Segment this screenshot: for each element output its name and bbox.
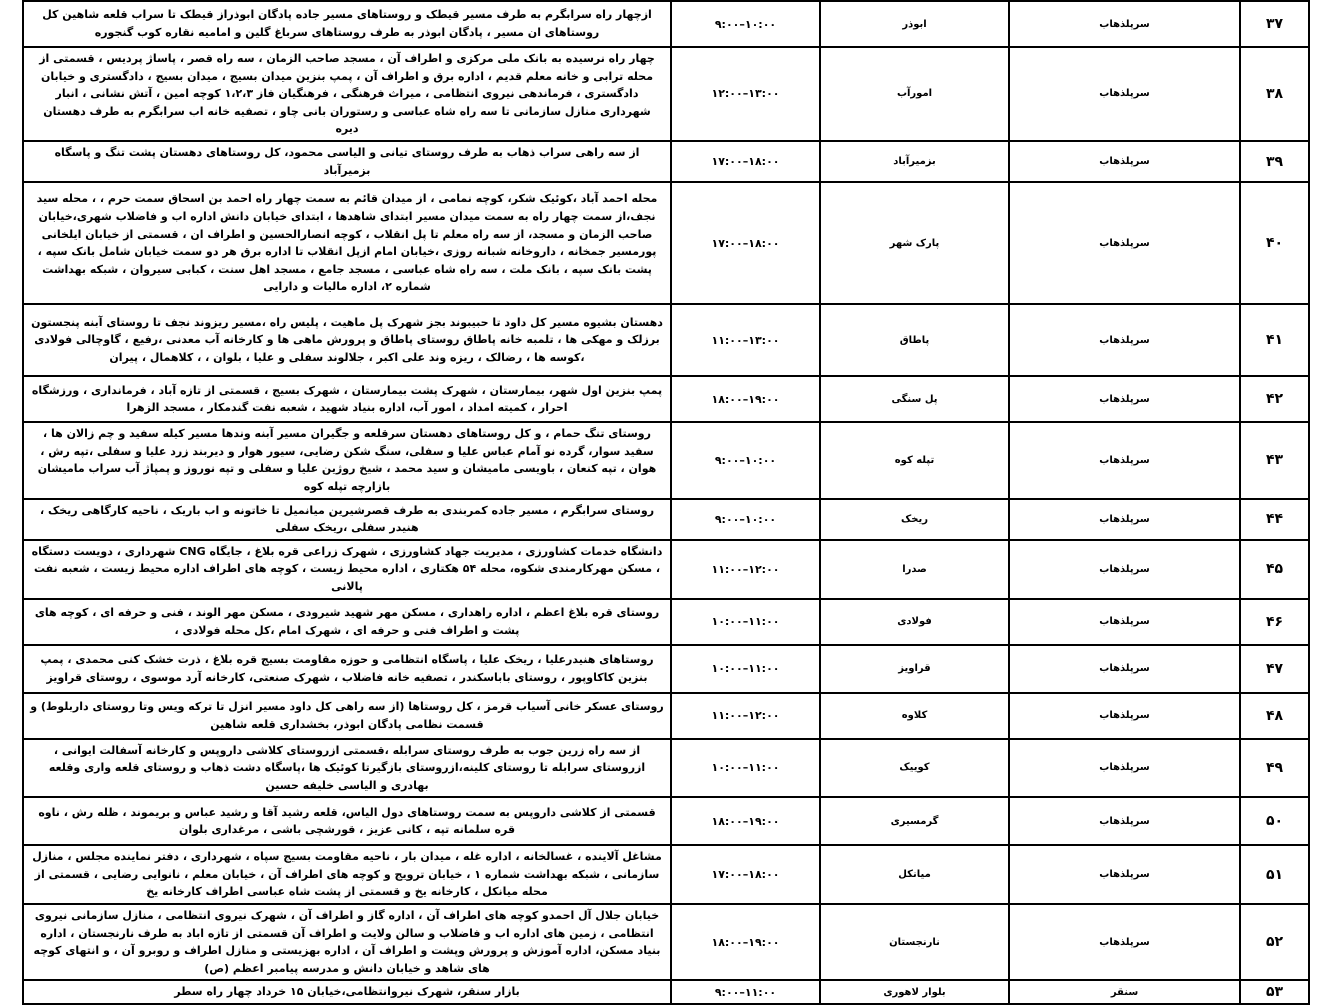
table-row: [23, 422, 1309, 498]
area-description-cell: بازار سنقر، شهرک نیروانتظامی،خیابان ۱۵ خرداد چهار راه سطر: [23, 980, 671, 1004]
table-row: [23, 797, 1309, 845]
city-cell: سرپلذهاب: [1009, 47, 1240, 141]
row-number-cell: ۵۱: [1240, 845, 1309, 904]
time-range-cell: ۹:۰۰–۱۰:۰۰: [671, 499, 820, 540]
city-cell: سرپلذهاب: [1009, 599, 1240, 645]
time-range-cell: ۱۱:۰۰–۱۳:۰۰: [671, 304, 820, 376]
city-cell: سرپلذهاب: [1009, 1, 1240, 47]
row-number-cell: ۵۲: [1240, 904, 1309, 980]
city-cell: سرپلذهاب: [1009, 422, 1240, 498]
row-number-cell: ۳۹: [1240, 141, 1309, 182]
area-name-cell: بزمیرآباد: [820, 141, 1009, 182]
area-description-cell: خیابان جلال آل احمدو کوچه های اطراف آن ، اداره گاز و اطراف آن ، شهرک نیروی انتظامی ، منازل سازمانی نیروی انتظامی ، زمین های اداره اب و فاضلاب و سالن ولایت و اطراف آن قسمتی از تازه اباد به طرف نارنجستان ، اداره بنیاد مسکن، اداره آموزش و پرورش وپشت و اطراف آن ، اداره بهزیستی و منازل اطراف و روبرو آن ، و انتهای کوچه های شاهد و خیابان دانش و مدرسه پیامبر اعظم (ص): [23, 904, 671, 980]
area-name-cell: کلاوه: [820, 693, 1009, 739]
outage-schedule-table: [22, 0, 1310, 1005]
row-number-cell: ۳۷: [1240, 1, 1309, 47]
city-cell: سنقر: [1009, 980, 1240, 1004]
area-description-cell: روستای تنگ حمام ، و کل روستاهای دهستان سرقلعه و جگیران مسیر آبنه وندها مسیر کیله سفید و چم زالان ها ، سفید سوار، گرده نو آمام عباس علیا و سفلی، سنگ شکن رضایی، سیور هوار و دیربند زرد علیا و سفلی ،تپه رش ، هوان ، تپه کنعان ، باویسی مامیشان و سید محمد ، شیخ روژین علیا و سفلی و تپه نوروز و پمپاژ آب سراب مامیشان بازارچه تپله کوه: [23, 422, 671, 498]
area-description-cell: روستاهای هنیدرعلیا ، ریخک علیا ، پاسگاه انتظامی و حوزه مقاومت بسیج قره بلاغ ، ذرت خشک کنی محمدی ، پمپ بنزین کاکاوپور ، روستای باباسکندر ، تصفیه خانه فاضلاب ، شهرک صنعتی، کارخانه آرد موسوی ، روستای قراویز: [23, 645, 671, 693]
area-name-cell: پاطاق: [820, 304, 1009, 376]
city-cell: سرپلذهاب: [1009, 739, 1240, 798]
city-cell: سرپلذهاب: [1009, 693, 1240, 739]
area-name-cell: امورآب: [820, 47, 1009, 141]
schedule-table-body: [23, 1, 1309, 1004]
table-row: [23, 739, 1309, 798]
area-description-cell: چهار راه نرسیده به بانک ملی مرکزی و اطراف آن ، مسجد صاحب الزمان ، سه راه قصر ، پاساژ پردیس ، قسمتی از محله ترابی و خانه معلم قدیم ، اداره برق و اطراف آن ، پمپ بنزین میدان بسیج ، میدان بسیج ، دادگستری و خیابان دادگستری ، فرماندهی نیروی انتظامی ، میراث فرهنگی ، فرهنگیان فاز ۱،۲،۳ کوچه امین ، آتش نشانی ، انبار شهرداری منازل سازمانی تا سه راه شاه عباسی و رستوران بانی چاو ، تصفیه خانه اب سرابگرم به طرف دهستان دیره: [23, 47, 671, 141]
time-range-cell: ۱۱:۰۰–۱۲:۰۰: [671, 540, 820, 599]
city-cell: سرپلذهاب: [1009, 182, 1240, 304]
table-row: [23, 540, 1309, 599]
area-name-cell: ریخک: [820, 499, 1009, 540]
time-range-cell: ۱۰:۰۰–۱۱:۰۰: [671, 645, 820, 693]
time-range-cell: ۱۷:۰۰–۱۸:۰۰: [671, 182, 820, 304]
table-row: [23, 376, 1309, 422]
city-cell: سرپلذهاب: [1009, 376, 1240, 422]
time-range-cell: ۱۸:۰۰–۱۹:۰۰: [671, 797, 820, 845]
area-description-cell: روستای قره بلاغ اعظم ، اداره راهداری ، مسکن مهر شهید شیرودی ، مسکن مهر الوند ، فنی و حرفه ای ، کوچه های پشت و اطراف فنی و حرفه ای ، شهرک امام ،کل محله فولادی ،: [23, 599, 671, 645]
city-cell: سرپلذهاب: [1009, 141, 1240, 182]
row-number-cell: ۴۲: [1240, 376, 1309, 422]
table-row: [23, 304, 1309, 376]
row-number-cell: ۴۱: [1240, 304, 1309, 376]
row-number-cell: ۴۹: [1240, 739, 1309, 798]
row-number-cell: ۴۸: [1240, 693, 1309, 739]
time-range-cell: ۱۲:۰۰–۱۳:۰۰: [671, 47, 820, 141]
row-number-cell: ۵۰: [1240, 797, 1309, 845]
table-row: [23, 693, 1309, 739]
time-range-cell: ۱۷:۰۰–۱۸:۰۰: [671, 845, 820, 904]
table-row: [23, 499, 1309, 540]
time-range-cell: ۱۰:۰۰–۱۱:۰۰: [671, 739, 820, 798]
time-range-cell: ۱۰:۰۰–۱۱:۰۰: [671, 599, 820, 645]
area-description-cell: پمپ بنزین اول شهر، بیمارستان ، شهرک پشت بیمارستان ، شهرک بسیج ، قسمتی از تازه آباد ، فرمانداری ، ورزشگاه احرار ، کمیته امداد ، امور آب، اداره بنیاد شهید ، شعبه نفت گندمکار ، مسجد الزهرا: [23, 376, 671, 422]
area-description-cell: محله احمد آباد ،کوئیک شکر، کوچه نمامی ، از میدان قائم به سمت چهار راه احمد بن اسحاق سمت حرم ، ، محله سید نجف،از سمت چهار راه به سمت میدان مسیر ابتدای شاهدها ، ابتدای خیابان دانش اداره اب و فاضلاب شهری،خیابان صاحب الزمان و مسجد، از سه راه معلم تا پل انقلاب ، کوچه انصارالحسین و اطراف ان ، قسمتی از خیابان ایلخانی پورمسیر جمخانه ، داروخانه شبانه روزی ،خیابان امام ازپل انقلاب تا اداره برق هر دو سمت خیابان شامل بانک سپه ، پشت بانک سپه ، بانک ملت ، سه راه شاه عباسی ، مسجد جامع ، مسجد اهل سنت ، کبابی سیروان ، شبکه بهداشت شماره ۲، اداره مالیات و دارایی: [23, 182, 671, 304]
row-number-cell: ۴۵: [1240, 540, 1309, 599]
table-row: [23, 904, 1309, 980]
table-row: [23, 141, 1309, 182]
time-range-cell: ۹:۰۰–۱۰:۰۰: [671, 1, 820, 47]
city-cell: سرپلذهاب: [1009, 797, 1240, 845]
time-range-cell: ۹:۰۰–۱۱:۰۰: [671, 980, 820, 1004]
area-description-cell: دانشگاه خدمات کشاورزی ، مدیریت جهاد کشاورزی ، شهرک زراعی قره بلاغ ، جایگاه CNG شهرداری ، دویست دستگاه ، مسکن مهرکارمندی شکوه، محله ۵۴ هکتاری ، اداره محیط زیست ، کوچه های اطراف اداره محیط زیست ، شعبه نفت پالانی: [23, 540, 671, 599]
table-row: [23, 599, 1309, 645]
city-cell: سرپلذهاب: [1009, 645, 1240, 693]
table-row: [23, 1, 1309, 47]
city-cell: سرپلذهاب: [1009, 499, 1240, 540]
city-cell: سرپلذهاب: [1009, 845, 1240, 904]
area-name-cell: بلوار لاهوری: [820, 980, 1009, 1004]
row-number-cell: ۴۶: [1240, 599, 1309, 645]
area-description-cell: قسمتی از کلاشی داروپس به سمت روستاهای دول الیاس، قلعه رشید آقا و رشید عباس و بریموند ، ظله رش ، ناوه قره سلمانه تپه ، کانی عزیز ، قورشچی باشی ، مرغداری بلوان: [23, 797, 671, 845]
area-name-cell: پارک شهر: [820, 182, 1009, 304]
table-row: [23, 845, 1309, 904]
area-description-cell: از سه راه زرین جوب به طرف روستای سرابله ،قسمتی ازروستای کلاشی داروپس و کارخانه آسفالت ایوانی ، ازروستای سرابله تا روستای کلینه،ازروستای بازگیرتا کوئیک ها ،پاسگاه دشت ذهاب و روستای قلعه واری وقلعه بهادری و الیاسی خلیفه حسین: [23, 739, 671, 798]
row-number-cell: ۴۰: [1240, 182, 1309, 304]
time-range-cell: ۱۸:۰۰–۱۹:۰۰: [671, 376, 820, 422]
area-name-cell: صدرا: [820, 540, 1009, 599]
area-name-cell: گرمسیری: [820, 797, 1009, 845]
area-description-cell: از سه راهی سراب ذهاب به طرف روستای تیانی و الیاسی محمود، کل روستاهای دهستان پشت تنگ و پاسگاه بزمیرآباد: [23, 141, 671, 182]
area-description-cell: روستای سرابگرم ، مسیر جاده کمربندی به طرف قصرشیرین میانمیل تا خاتونه و اب باریک ، ناحیه کارگاهی ریخک ، هنیدر سفلی ،ریخک سفلی: [23, 499, 671, 540]
table-row: [23, 182, 1309, 304]
area-name-cell: تپله کوه: [820, 422, 1009, 498]
city-cell: سرپلذهاب: [1009, 904, 1240, 980]
area-name-cell: قراویز: [820, 645, 1009, 693]
area-description-cell: ازچهار راه سرابگرم به طرف مسیر قیطک و روستاهای مسیر جاده پادگان ابوذراز قیطک تا سراب قلعه شاهین کل روستاهای ان مسیر ، پادگان ابوذر به طرف روستاهای سرباغ گلین و امامیه نقاره کوب گنجوره: [23, 1, 671, 47]
area-description-cell: دهستان بشیوه مسیر کل داود تا حبیبوند بجز شهرک پل ماهیت ، پلیس راه ،مسیر ریزوند نجف تا روستای آبنه پنجستون برزلک و مهکی ها ، تلمبه خانه پاطاق روستای پاطاق و پرورش ماهی ها و کارخانه آب معدنی ،رفیع ، گاوچالی فولادی ،کوسه ها ، رضالک ، ریزه وند علی اکبر ، جلالوند سفلی و علیا ، بلوان ، ، کلاهمال ، پیران: [23, 304, 671, 376]
time-range-cell: ۱۷:۰۰–۱۸:۰۰: [671, 141, 820, 182]
area-description-cell: مشاغل آلاینده ، غسالخانه ، اداره غله ، میدان بار ، ناحیه مقاومت بسیج سپاه ، شهرداری ، دفتر نماینده مجلس ، منازل سازمانی ، شبکه بهداشت شماره ۱ ، خیابان ترویج و کوچه های اطراف آن ، خیابان معلم ، نانوایی رضایی ، قسمتی از محله میانکل ، کارخانه یخ و قسمتی از پشت شاه عباسی اطراف کارخانه یخ: [23, 845, 671, 904]
table-row: [23, 47, 1309, 141]
city-cell: سرپلذهاب: [1009, 304, 1240, 376]
area-name-cell: میانکل: [820, 845, 1009, 904]
area-name-cell: ابوذر: [820, 1, 1009, 47]
row-number-cell: ۴۳: [1240, 422, 1309, 498]
row-number-cell: ۴۷: [1240, 645, 1309, 693]
row-number-cell: ۴۴: [1240, 499, 1309, 540]
table-row: [23, 645, 1309, 693]
time-range-cell: ۹:۰۰–۱۰:۰۰: [671, 422, 820, 498]
area-name-cell: فولادی: [820, 599, 1009, 645]
row-number-cell: ۵۳: [1240, 980, 1309, 1004]
area-description-cell: روستای عسکر خانی آسیاب قرمز ، کل روستاها (از سه راهی کل داود مسیر انزل تا ترکه ویس وتا روستای داربلوط) و قسمت نظامی پادگان ابوذر، بخشداری قلعه شاهین: [23, 693, 671, 739]
row-number-cell: ۳۸: [1240, 47, 1309, 141]
time-range-cell: ۱۸:۰۰–۱۹:۰۰: [671, 904, 820, 980]
city-cell: سرپلذهاب: [1009, 540, 1240, 599]
area-name-cell: کوییک: [820, 739, 1009, 798]
area-name-cell: نارنجستان: [820, 904, 1009, 980]
table-row: [23, 980, 1309, 1004]
area-name-cell: پل سنگی: [820, 376, 1009, 422]
time-range-cell: ۱۱:۰۰–۱۲:۰۰: [671, 693, 820, 739]
